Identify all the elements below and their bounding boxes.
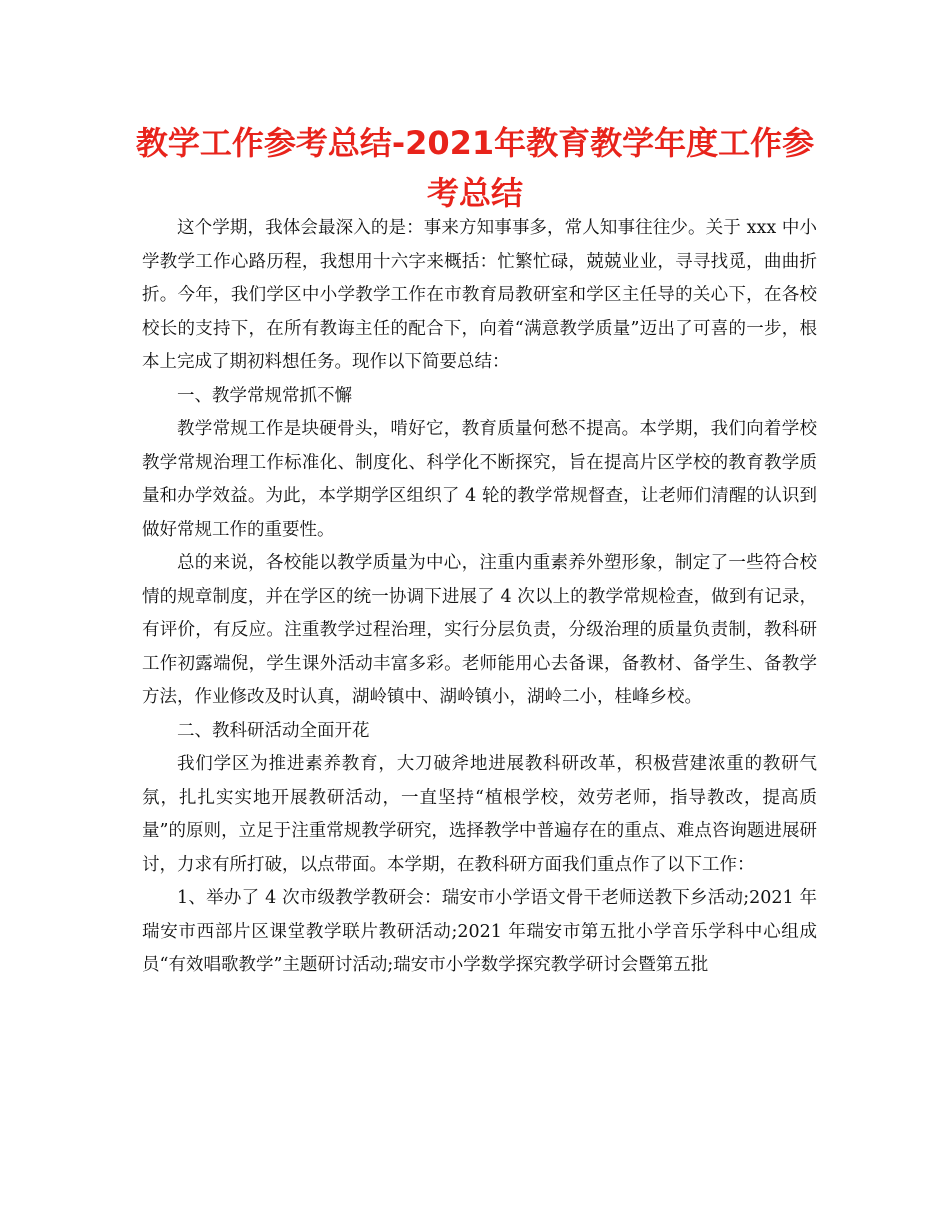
intro-paragraph: 这个学期，我体会最深入的是：事来方知事事多，常人知事往往少。关于 xxx 中小学教学工作心路历程，我想用十六字来概括：忙繁忙碌，兢兢业业，寻寻找觅，曲曲折折。今年，我们学区中小学教学工作在市教育局教研室和学区主任导的关心下，在各校校长的支持下，在所有教诲主任的配合下，向着“满意教学质量”迈出了可喜的一步，根本上完成了期初料想任务。现作以下简要总结： <box>142 218 817 372</box>
section-1-paragraph-2: 总的来说，各校能以教学质量为中心，注重内重素养外塑形象，制定了一些符合校情的规章制度，并在学区的统一协调下进展了 4 次以上的教学常规检查，做到有记录，有评价，有反应。注重教学过程治理，实行分层负责，分级治理的质量负责制，教科研工作初露端倪，学生课外活动丰富多彩。老师能用心去备课，备教材、备学生、备教学方法，作业修改及时认真，湖岭镇中、湖岭镇小，湖岭二小，桂峰乡校。 <box>142 553 817 707</box>
section-heading-1: 一、教学常规常抓不懈 <box>177 385 352 406</box>
document-title: 教学工作参考总结-2021年教育教学年度工作参考总结 <box>135 124 815 212</box>
section-heading-2: 二、教科研活动全面开花 <box>177 720 370 741</box>
section-2-paragraph-1: 我们学区为推进素养教育，大刀破斧地进展教科研改革，积极营建浓重的教研气氛，扎扎实实地开展教研活动，一直坚持“植根学校，效劳老师，指导教改，提高质量”的原则，立足于注重常规教学研究，选择教学中普遍存在的重点、难点咨询题进展研讨，力求有所打破，以点带面。本学期，在教科研方面我们重点作了以下工作： <box>142 754 817 875</box>
document-body <box>142 212 817 983</box>
section-1-paragraph-1: 教学常规工作是块硬骨头，啃好它，教育质量何愁不提高。本学期，我们向着学校教学常规治理工作标准化、制度化、科学化不断探究，旨在提高片区学校的教育教学质量和办学效益。为此，本学期学区组织了 4 轮的教学常规督查，让老师们清醒的认识到做好常规工作的重要性。 <box>142 419 817 540</box>
section-2-item-1: 1、举办了 4 次市级教学教研会：瑞安市小学语文骨干老师送教下乡活动;2021 年瑞安市西部片区课堂教学联片教研活动;2021 年瑞安市第五批小学音乐学科中心组成员“有效唱歌教学”主题研讨活动;瑞安市小学数学探究教学研讨会暨第五批 <box>142 888 817 975</box>
